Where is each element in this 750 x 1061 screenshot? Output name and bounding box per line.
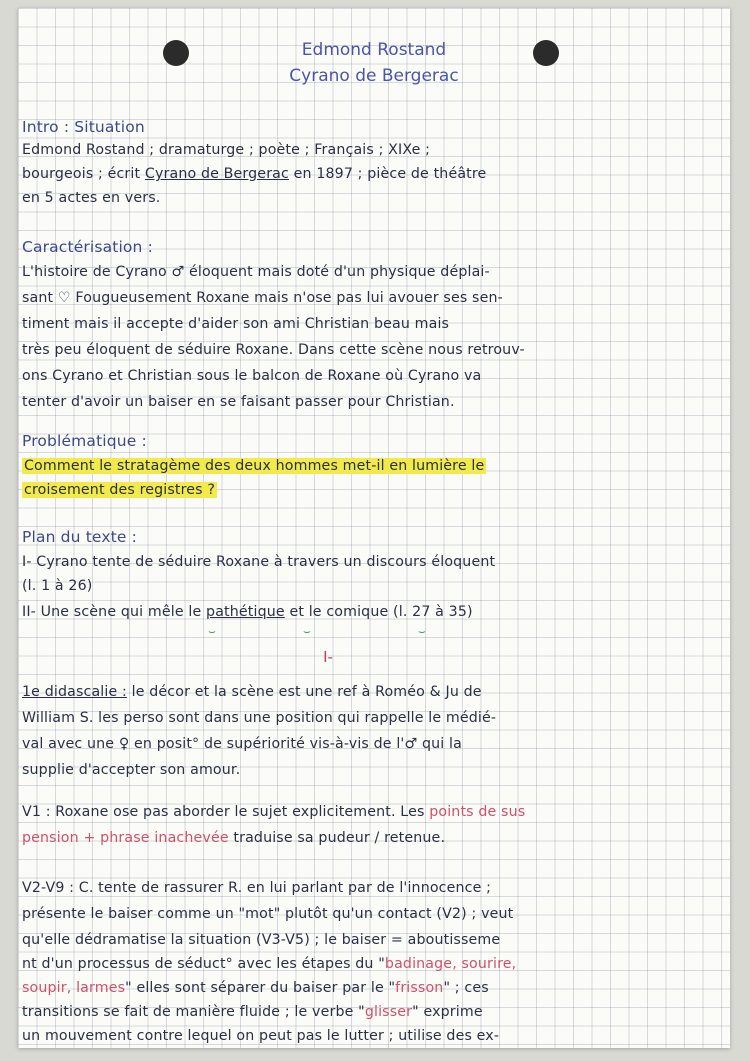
caracterisation-line-3: timent mais il accepte d'aider son ami Christian beau mais xyxy=(22,316,450,332)
intro-heading: Intro : Situation xyxy=(22,118,145,136)
plan-line-1: I- Cyrano tente de séduire Roxane à travers un discours éloquent xyxy=(22,554,496,570)
tilde-mark-1: ⌣ xyxy=(208,624,216,638)
plan-line-2: (l. 1 à 26) xyxy=(22,578,93,594)
v2-line-7: un mouvement contre lequel on peut pas le lutter ; utilise des ex- xyxy=(22,1028,500,1044)
didascalie-line-1: 1e didascalie : le décor et la scène est une ref à Roméo & Ju de xyxy=(22,684,482,700)
problematique-line-1: Comment le stratagème des deux hommes met-il en lumière le xyxy=(24,458,485,474)
plan-pathetique: pathétique xyxy=(206,604,285,620)
v2-line-2: présente le baiser comme un "mot" plutôt qu'un contact (V2) ; veut xyxy=(22,906,514,922)
work-title-underlined: Cyrano de Bergerac xyxy=(144,166,289,182)
intro-line-2: bourgeois ; écrit Cyrano de Bergerac en 1897 ; pièce de théâtre xyxy=(22,166,487,182)
didascalie-line-3: val avec une ♀ en posit° de supériorité vis-à-vis de l'♂ qui la xyxy=(22,736,462,752)
didascalie-line-2: William S. les perso sont dans une position qui rappelle le médié- xyxy=(22,710,497,726)
intro-line-3: en 5 actes en vers. xyxy=(22,190,161,206)
tilde-mark-2: ⌣ xyxy=(303,624,311,638)
problematique-heading: Problématique : xyxy=(22,432,147,450)
plan-comique: comique xyxy=(326,604,389,620)
caracterisation-line-1: L'histoire de Cyrano ♂ éloquent mais doté d'un physique déplai- xyxy=(22,264,490,280)
caracterisation-line-2: sant ♡ Fougueusement Roxane mais n'ose pas lui avouer ses sen- xyxy=(22,290,503,306)
v1-line-2: pension + phrase inachevée traduise sa pudeur / retenue. xyxy=(22,830,446,846)
tilde-mark-3: ⌣ xyxy=(418,624,426,638)
notebook-page xyxy=(18,8,730,1048)
title-author: Edmond Rostand xyxy=(301,40,447,60)
caracterisation-line-6: tenter d'avoir un baiser en se faisant passer pour Christian. xyxy=(22,394,455,410)
v2-label: V2-V9 : xyxy=(22,880,75,896)
caracterisation-line-4: très peu éloquent de séduire Roxane. Dans cette scène nous retrouv- xyxy=(22,342,525,358)
intro-line-1: Edmond Rostand ; dramaturge ; poète ; Français ; XIXe ; xyxy=(22,142,431,158)
v2-line-3: qu'elle dédramatise la situation (V3-V5) ; le baiser = aboutisseme xyxy=(22,932,501,948)
plan-line-3: II- Une scène qui mêle le pathétique et le comique (l. 27 à 35) xyxy=(22,604,473,620)
v1-label: V1 : xyxy=(22,804,51,820)
part-one-marker: I- xyxy=(323,648,333,666)
plan-heading: Plan du texte : xyxy=(22,528,138,546)
didascalie-label: 1e didascalie : xyxy=(22,684,127,700)
caracterisation-heading: Caractérisation : xyxy=(22,238,153,256)
v1-line-1: V1 : Roxane ose pas aborder le sujet explicitement. Les points de sus xyxy=(22,804,526,820)
didascalie-line-4: supplie d'accepter son amour. xyxy=(22,762,241,778)
v2-line-4: nt d'un processus de séduct° avec les étapes du "badinage, sourire, xyxy=(22,956,517,972)
v2-line-5: soupir, larmes" elles sont séparer du baiser par le "frisson" ; ces xyxy=(22,980,489,996)
v2-line-6: transitions se fait de manière fluide ; le verbe "glisser" exprime xyxy=(22,1004,483,1020)
title-work: Cyrano de Bergerac xyxy=(289,66,459,86)
problematique-line-2: croisement des registres ? xyxy=(24,482,216,498)
v2-line-1: V2-V9 : C. tente de rassurer R. en lui parlant par de l'innocence ; xyxy=(22,880,492,896)
caracterisation-line-5: ons Cyrano et Christian sous le balcon de Roxane où Cyrano va xyxy=(22,368,482,384)
